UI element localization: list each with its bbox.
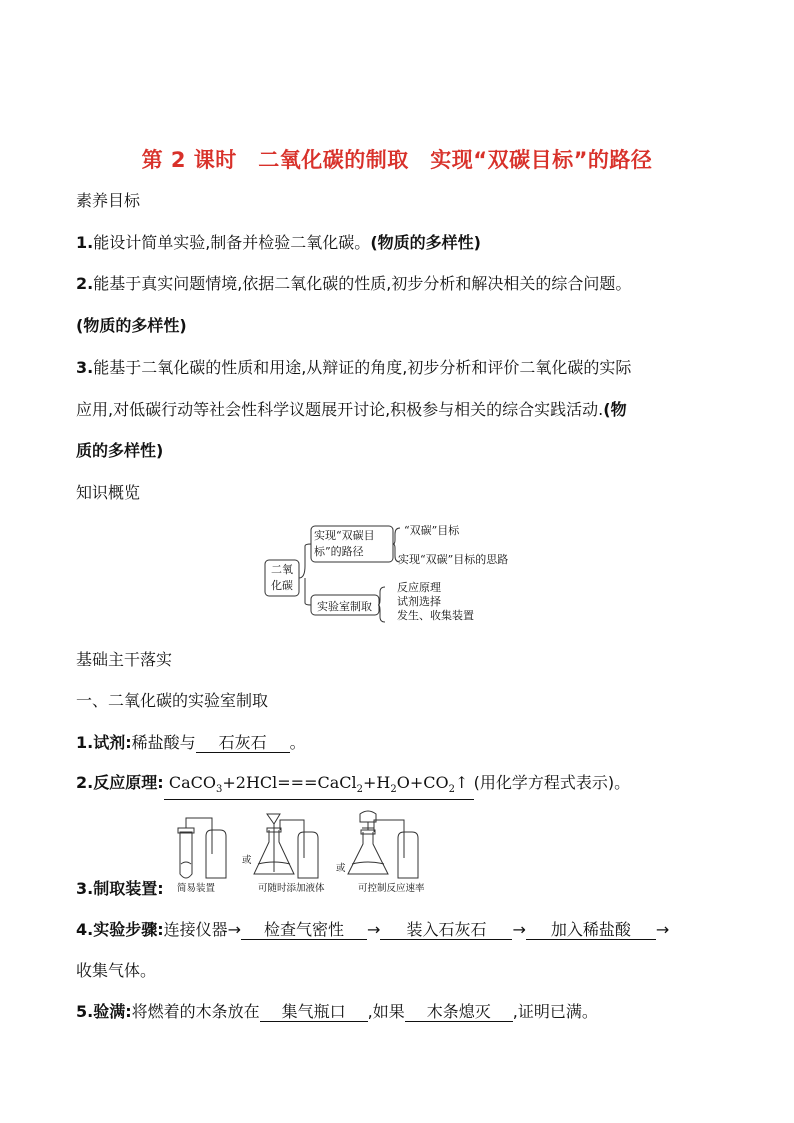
- apparatus-caption: 简易装置: [177, 883, 216, 894]
- arrow: →: [655, 920, 670, 939]
- answer-blank: 检查气密性: [241, 921, 367, 940]
- equation-blank: [164, 774, 474, 800]
- item-end: (用化学方程式表示)。: [473, 773, 631, 792]
- item-steps-end: 收集气体。: [76, 961, 157, 980]
- item-num: 3.: [76, 879, 94, 898]
- mindmap-branch2-item: 反应原理: [397, 581, 441, 594]
- page-title: 第 2 课时 二氧化碳的制取 实现“双碳目标”的路径: [141, 148, 653, 172]
- apparatus-or: 或: [336, 863, 346, 874]
- answer-blank: 加入稀盐酸: [526, 921, 656, 940]
- goal-2: [76, 273, 631, 295]
- goal-text: 能设计简单实验,制备并检验二氧化碳。: [93, 233, 371, 252]
- goal-3-line1: [76, 357, 631, 379]
- goal-3-tag: 质的多样性): [76, 441, 164, 460]
- item-label: 验满:: [93, 1002, 132, 1021]
- section-goals-heading: 素养目标: [76, 191, 141, 210]
- item-num: 4.: [76, 920, 94, 939]
- apparatus-caption: 可控制反应速率: [358, 883, 425, 894]
- mindmap-branch1-item: 实现“双碳”目标的思路: [398, 553, 509, 566]
- item-label: 试剂:: [93, 733, 132, 752]
- item-label: 反应原理:: [93, 773, 164, 792]
- arrow: →: [367, 920, 381, 939]
- goal-3-line2: [76, 399, 627, 421]
- mindmap-branch1-item: “双碳”目标: [404, 524, 460, 537]
- section-overview-heading: 知识概览: [76, 483, 141, 502]
- mindmap-root-text: 二氧化碳: [271, 563, 293, 592]
- item-steps: [76, 919, 669, 941]
- goal-num: 3.: [76, 358, 94, 377]
- subsection-lab-preparation: 一、二氧化碳的实验室制取: [76, 691, 269, 710]
- goal-2-tag: (物质的多样性): [76, 316, 187, 335]
- goal-1: [76, 232, 481, 254]
- item-label: 制取装置:: [93, 879, 164, 898]
- mindmap-branch1: [314, 528, 375, 560]
- item-end: ,证明已满。: [512, 1002, 598, 1021]
- item-reagent: [76, 732, 306, 754]
- goal-tag: (物质的多样性): [370, 233, 481, 252]
- mindmap-branch2: 实验室制取: [317, 600, 372, 613]
- goal-num: 1.: [76, 233, 94, 252]
- item-num: 2.: [76, 773, 94, 792]
- goal-num: 2.: [76, 274, 94, 293]
- answer-blank: 石灰石: [196, 734, 290, 753]
- item-text: ,如果: [367, 1002, 405, 1021]
- item-num: 1.: [76, 733, 94, 752]
- mindmap-root: [268, 562, 296, 594]
- mindmap-branch1-line2: 标”的路径: [314, 545, 364, 558]
- item-apparatus: [76, 878, 164, 900]
- goal-text: 能基于二氧化碳的性质和用途,从辩证的角度,初步分析和评价二氧化碳的实际: [93, 358, 632, 377]
- item-text: 连接仪器→: [163, 920, 242, 939]
- item-text: 稀盐酸与: [131, 733, 196, 752]
- section-basics-heading: 基础主干落实: [76, 650, 173, 669]
- item-principle: [76, 772, 630, 800]
- apparatus-caption: 可随时添加液体: [258, 883, 325, 894]
- mindmap-branch1-line1: 实现“双碳目: [314, 529, 375, 542]
- arrow: →: [512, 920, 526, 939]
- item-label: 实验步骤:: [93, 920, 164, 939]
- answer-blank: 集气瓶口: [260, 1003, 368, 1022]
- equation-text: $CaCO_3+2HCl===CaCl_2+H_2O+CO_2↑$: [168, 773, 469, 796]
- apparatus-diagram: [172, 808, 440, 890]
- mindmap-branch2-item: 发生、收集装置: [397, 609, 474, 622]
- mindmap-branch2-items: [397, 581, 474, 623]
- mindmap-branch2-item: 试剂选择: [397, 595, 441, 608]
- goal-text: 应用,对低碳行动等社会性科学议题展开讨论,积极参与相关的综合实践活动.: [76, 400, 604, 419]
- item-num: 5.: [76, 1002, 94, 1021]
- item-end: 。: [289, 733, 306, 752]
- answer-blank: 装入石灰石: [380, 921, 512, 940]
- goal-text: 能基于真实问题情境,依据二氧化碳的性质,初步分析和解决相关的综合问题。: [93, 274, 632, 293]
- answer-blank: 木条熄灭: [405, 1003, 513, 1022]
- apparatus-or: 或: [242, 855, 252, 866]
- goal-tag: (物: [603, 400, 627, 419]
- item-full: [76, 1001, 598, 1023]
- item-text: 将燃着的木条放在: [131, 1002, 260, 1021]
